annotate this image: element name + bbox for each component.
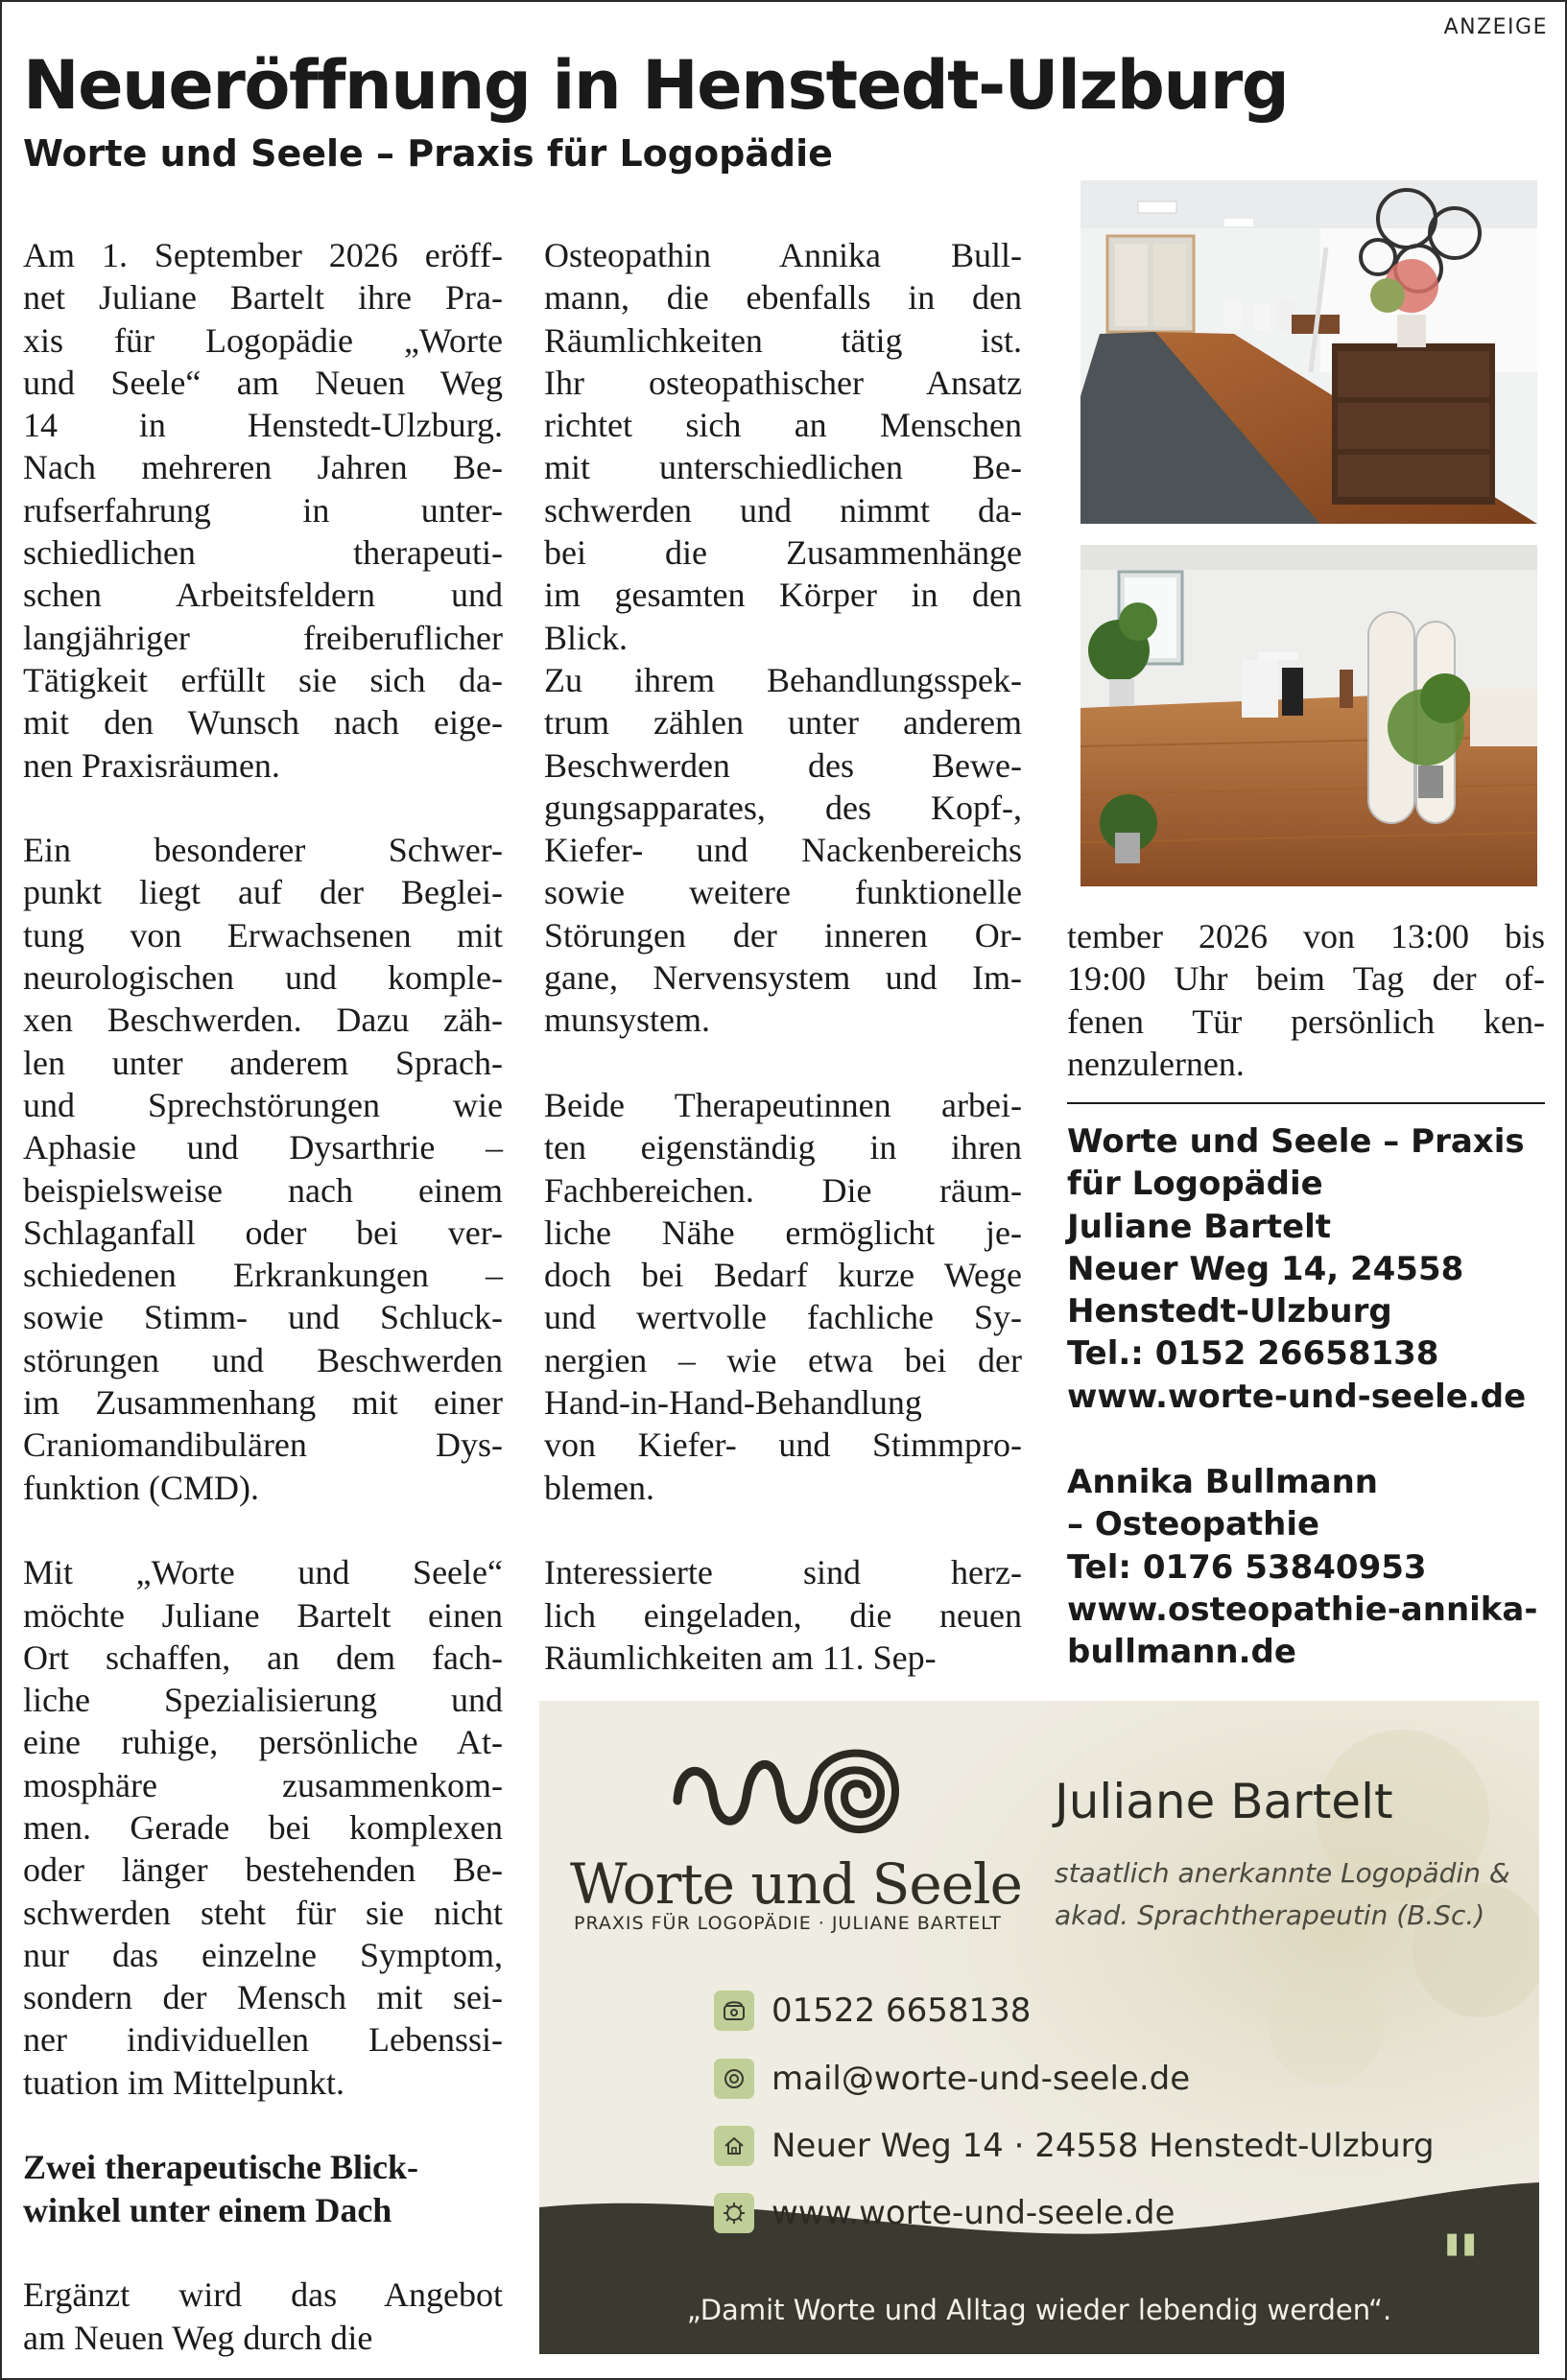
text-line: Am 1. September 2026 eröff- [23, 236, 503, 274]
text-line: ten eigenständig in ihren [544, 1128, 1022, 1167]
text-line: sondern der Mensch mit sei- [23, 1978, 503, 2017]
card-email-row [714, 2057, 1190, 2101]
text-line: nen Praxisräumen. [23, 745, 280, 785]
card-address: Neuer Weg 14 · 24558 Henstedt-Ulzburg [772, 2127, 1435, 2165]
text-line: mit unterschiedlichen Be- [544, 448, 1022, 487]
card-name: Juliane Bartelt [1055, 1774, 1393, 1829]
logo-tagline: PRAXIS FÜR LOGOPÄDIE · JULIANE BARTELT [574, 1913, 1002, 1934]
text-line: Ergänzt wird das Angebot [23, 2275, 503, 2315]
text-line: mit den Wunsch nach eige- [23, 703, 503, 742]
text-line: störungen und Beschwerden [23, 1340, 503, 1379]
text-line: fenen Tür persönlich ken- [1067, 1001, 1545, 1041]
text-line: neurologischen und komple- [23, 958, 503, 998]
card-phone: 01522 6658138 [772, 1991, 1032, 2030]
contact-line: Tel: 0176 53840953 [1067, 1547, 1427, 1587]
text-line: 14 in Henstedt-Ulzburg. [23, 406, 503, 445]
text-line: nenzulernen. [1067, 1044, 1245, 1083]
text-line: Mit „Worte und Seele“ [23, 1553, 503, 1592]
contact-line: Tel.: 0152 26658138 [1067, 1334, 1439, 1374]
text-line: rufserfahrung in unter- [23, 490, 503, 530]
article-column-3 [1067, 915, 1545, 1085]
subheading-line: Zwei therapeutische Blick- [23, 2148, 418, 2187]
card-role-line-2: akad. Sprachtherapeutin (B.Sc.) [1055, 1899, 1485, 1931]
text-line: 19:00 Uhr beim Tag der of- [1067, 959, 1545, 999]
text-line: nur das einzelne Symptom, [23, 1935, 503, 1974]
contact-line: Worte und Seele – Praxis [1067, 1122, 1525, 1161]
contact-line: www.worte-und-seele.de [1067, 1377, 1527, 1416]
text-line: Craniomandibulären Dys- [23, 1426, 503, 1465]
text-line: punkt liegt auf der Beglei- [23, 873, 503, 912]
text-line: mann, die ebenfalls in den [544, 278, 1022, 318]
text-line: blemen. [544, 1468, 654, 1507]
text-line: Ihr osteopathischer Ansatz [544, 363, 1022, 402]
text-line: Hand-in-Hand-Behandlung [544, 1383, 922, 1423]
ad-tag: ANZEIGE [1443, 15, 1548, 39]
text-line: Ein besonderer Schwer- [23, 831, 503, 870]
text-line: Ort schaffen, an dem fach- [23, 1638, 503, 1677]
text-line: trum zählen unter anderem [544, 703, 1022, 742]
text-line: gane, Nervensystem und Im- [544, 958, 1022, 998]
text-line: tung von Erwachsenen mit [23, 915, 503, 954]
contact-line: Neuer Weg 14, 24558 [1067, 1249, 1464, 1288]
text-line: lich eingeladen, die neuen [544, 1595, 1022, 1635]
contact-line: www.osteopathie-annika- [1067, 1590, 1538, 1629]
text-line: Fachbereichen. Die räum- [544, 1170, 1022, 1210]
text-line: xen Beschwerden. Dazu zäh- [23, 1001, 503, 1040]
text-line: liche Nähe ermöglicht je- [544, 1213, 1022, 1252]
contact-line: bullmann.de [1067, 1633, 1296, 1672]
text-line: ner individuellen Lebenssi- [23, 2020, 503, 2060]
card-phone-row [714, 1989, 1031, 2033]
text-line: Zu ihrem Behandlungsspek- [544, 660, 1022, 699]
text-line: bei die Zusammenhänge [544, 533, 1022, 573]
text-line: sowie Stimm- und Schluck- [23, 1298, 503, 1337]
subheading-line: winkel unter einem Dach [23, 2190, 392, 2229]
text-line: schwerden und nimmt da- [544, 490, 1022, 530]
text-line: Nach mehreren Jahren Be- [23, 448, 503, 487]
contact-line: – Osteopathie [1067, 1505, 1320, 1544]
text-line: richtet sich an Menschen [544, 406, 1022, 445]
text-line: liche Spezialisierung und [23, 1681, 503, 1720]
quote-mark: " [1439, 2217, 1482, 2312]
card-role [1055, 1852, 1510, 1937]
text-line: Schlaganfall oder bei ver- [23, 1213, 503, 1252]
text-line: Kiefer- und Nackenbereichs [544, 831, 1022, 870]
card-web: www.worte-und-seele.de [772, 2194, 1175, 2232]
text-line: Osteopathin Annika Bull- [544, 236, 1022, 274]
text-line: eine ruhige, persönliche At- [23, 1723, 503, 1762]
business-card [539, 1701, 1539, 2354]
logo-wordmark: Worte und Seele [570, 1851, 1022, 1917]
text-line: Störungen der inneren Or- [544, 915, 1022, 954]
text-line: mosphäre zusammenkom- [23, 1765, 503, 1804]
article-column-2 [544, 234, 1022, 1679]
paragraph-gap [544, 1509, 1022, 1551]
globe-icon [714, 2193, 754, 2233]
phone-icon [714, 1991, 754, 2031]
text-line: schwerden steht für sie nicht [23, 1893, 503, 1932]
text-line: langjähriger freiberuflicher [23, 618, 503, 657]
text-line: tember 2026 von 13:00 bis [1067, 917, 1545, 955]
text-line: im gesamten Körper in den [544, 576, 1022, 615]
contact-line: Juliane Bartelt [1067, 1207, 1332, 1246]
text-line: funktion (CMD). [23, 1468, 259, 1507]
at-icon [714, 2059, 754, 2099]
text-line: und Sprechstörungen wie [23, 1085, 503, 1124]
text-line: von Kiefer- und Stimmpro- [544, 1426, 1022, 1465]
text-line: Blick. [544, 618, 628, 657]
text-line: sowie weitere funktionelle [544, 873, 1022, 912]
text-line: gungsapparates, des Kopf-, [544, 788, 1022, 827]
paragraph-gap [544, 1042, 1022, 1084]
contact-divider [1067, 1102, 1545, 1104]
text-line: tuation im Mittelpunkt. [23, 2062, 344, 2102]
text-line: beispielsweise nach einem [23, 1170, 503, 1210]
text-line: im Zusammenhang mit einer [23, 1383, 503, 1423]
text-line: und Seele“ am Neuen Weg [23, 363, 503, 402]
contact-line: Henstedt-Ulzburg [1067, 1292, 1392, 1331]
text-line: möchte Juliane Bartelt einen [23, 1595, 503, 1635]
text-line: oder länger bestehenden Be- [23, 1850, 503, 1890]
therapy-room-photo [1080, 545, 1537, 886]
contact-practice [1067, 1120, 1526, 1418]
text-line: xis für Logopädie „Worte [23, 320, 503, 360]
paragraph-gap [23, 1509, 503, 1551]
home-icon [714, 2126, 754, 2166]
contact-line: Annika Bullmann [1067, 1463, 1378, 1501]
text-line: schen Arbeitsfeldern und [23, 576, 503, 615]
text-line: Räumlichkeiten tätig ist. [544, 320, 1022, 360]
hallway-photo [1080, 180, 1537, 524]
text-line: men. Gerade bei komplexen [23, 1807, 503, 1847]
text-line: schiedenen Erkrankungen – [23, 1256, 503, 1295]
text-line: Tätigkeit erfüllt sie sich da- [23, 660, 503, 699]
article-column-1 [23, 234, 503, 2359]
contact-osteopathy [1067, 1461, 1537, 1673]
text-line: und wertvolle fachliche Sy- [544, 1298, 1022, 1337]
paragraph-gap [23, 787, 503, 829]
text-line: doch bei Bedarf kurze Wege [544, 1256, 1022, 1295]
text-line: Beide Therapeutinnen arbei- [544, 1085, 1022, 1124]
paragraph-gap [23, 2231, 503, 2274]
card-address-row [714, 2124, 1435, 2168]
text-line: Beschwerden des Bewe- [544, 745, 1022, 785]
text-line: net Juliane Bartelt ihre Pra- [23, 278, 503, 318]
text-line: len unter anderem Sprach- [23, 1043, 503, 1082]
text-line: Räumlichkeiten am 11. Sep- [544, 1638, 937, 1677]
card-quote: „Damit Worte und Alltag wieder lebendig werden“. [686, 2294, 1392, 2326]
text-line: Interessierte sind herz- [544, 1553, 1022, 1592]
paragraph-gap [23, 2104, 503, 2146]
text-line: am Neuen Weg durch die [23, 2318, 373, 2357]
text-line: schiedlichen therapeuti- [23, 533, 503, 573]
text-line: munsystem. [544, 1001, 711, 1040]
contact-line: für Logopädie [1067, 1165, 1323, 1204]
subheadline: Worte und Seele – Praxis für Logopädie [23, 132, 833, 175]
card-role-line-1: staatlich anerkannte Logopädin & [1055, 1857, 1510, 1889]
logo-swirl-icon [670, 1724, 910, 1849]
headline: Neueröffnung in Henstedt-Ulzburg [23, 46, 1289, 125]
text-line: Aphasie und Dysarthrie – [23, 1128, 503, 1167]
text-line: nergien – wie etwa bei der [544, 1340, 1022, 1379]
card-email: mail@worte-und-seele.de [772, 2060, 1191, 2098]
card-web-row [714, 2191, 1175, 2235]
